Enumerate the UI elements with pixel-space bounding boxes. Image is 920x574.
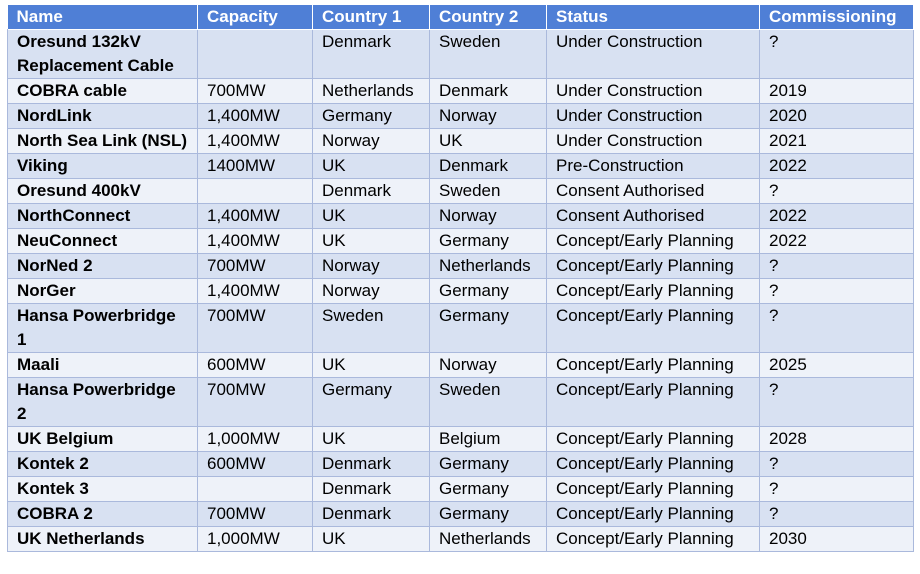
header-name: Name xyxy=(8,5,198,30)
cell-country-1: Norway xyxy=(313,279,430,304)
cell-country-1: UK xyxy=(313,527,430,552)
cell-country-1: UK xyxy=(313,154,430,179)
cell-status: Pre-Construction xyxy=(547,154,760,179)
cell-country-1: Denmark xyxy=(313,452,430,477)
cell-capacity: 700MW xyxy=(198,254,313,279)
cell-country-2: Netherlands xyxy=(430,527,547,552)
cell-status: Consent Authorised xyxy=(547,204,760,229)
cell-country-2: Sweden xyxy=(430,30,547,79)
cell-name: NorGer xyxy=(8,279,198,304)
cell-country-1: Germany xyxy=(313,378,430,427)
cell-country-1: Germany xyxy=(313,104,430,129)
cell-commissioning: 2022 xyxy=(760,154,914,179)
header-capacity: Capacity xyxy=(198,5,313,30)
cell-commissioning: 2025 xyxy=(760,353,914,378)
cell-commissioning: 2020 xyxy=(760,104,914,129)
cell-status: Concept/Early Planning xyxy=(547,502,760,527)
cell-commissioning: ? xyxy=(760,452,914,477)
cell-capacity: 1,000MW xyxy=(198,427,313,452)
cell-commissioning: 2030 xyxy=(760,527,914,552)
cell-capacity: 600MW xyxy=(198,353,313,378)
cell-capacity: 1,000MW xyxy=(198,527,313,552)
cell-name: North Sea Link (NSL) xyxy=(8,129,198,154)
cell-status: Concept/Early Planning xyxy=(547,527,760,552)
cell-capacity: 700MW xyxy=(198,79,313,104)
cell-country-2: UK xyxy=(430,129,547,154)
cell-status: Under Construction xyxy=(547,129,760,154)
cell-status: Consent Authorised xyxy=(547,179,760,204)
table-row xyxy=(8,129,914,154)
cell-capacity: 1,400MW xyxy=(198,279,313,304)
table-row xyxy=(8,30,914,79)
cell-name: Oresund 132kV Replacement Cable xyxy=(8,30,198,79)
cell-name: Hansa Powerbridge 1 xyxy=(8,304,198,353)
cell-commissioning: ? xyxy=(760,502,914,527)
cell-country-1: Denmark xyxy=(313,179,430,204)
cell-commissioning: ? xyxy=(760,254,914,279)
cell-country-2: Denmark xyxy=(430,79,547,104)
table-row xyxy=(8,452,914,477)
table-body xyxy=(8,30,914,552)
cell-country-2: Germany xyxy=(430,279,547,304)
cell-country-2: Germany xyxy=(430,304,547,353)
cell-country-2: Germany xyxy=(430,229,547,254)
cell-country-1: Norway xyxy=(313,254,430,279)
table-row xyxy=(8,353,914,378)
header-row xyxy=(8,5,914,30)
cell-commissioning: ? xyxy=(760,279,914,304)
table-row xyxy=(8,229,914,254)
cell-capacity: 600MW xyxy=(198,452,313,477)
table-row xyxy=(8,79,914,104)
cell-name: NordLink xyxy=(8,104,198,129)
cell-commissioning: ? xyxy=(760,179,914,204)
table-row xyxy=(8,279,914,304)
cell-country-2: Netherlands xyxy=(430,254,547,279)
cell-commissioning: 2028 xyxy=(760,427,914,452)
table-row xyxy=(8,427,914,452)
cell-capacity: 1400MW xyxy=(198,154,313,179)
cell-country-1: UK xyxy=(313,229,430,254)
cell-name: Viking xyxy=(8,154,198,179)
cell-country-2: Norway xyxy=(430,204,547,229)
cell-capacity: 700MW xyxy=(198,304,313,353)
cell-capacity: 1,400MW xyxy=(198,204,313,229)
cell-name: Oresund 400kV xyxy=(8,179,198,204)
cell-capacity: 1,400MW xyxy=(198,129,313,154)
cell-name: NorthConnect xyxy=(8,204,198,229)
cell-country-2: Sweden xyxy=(430,378,547,427)
cell-name: COBRA 2 xyxy=(8,502,198,527)
cell-name: NeuConnect xyxy=(8,229,198,254)
cell-capacity: 700MW xyxy=(198,378,313,427)
cell-commissioning: ? xyxy=(760,304,914,353)
cell-country-1: UK xyxy=(313,204,430,229)
cell-status: Concept/Early Planning xyxy=(547,254,760,279)
interconnector-table xyxy=(7,5,914,552)
cell-name: Kontek 2 xyxy=(8,452,198,477)
cell-status: Under Construction xyxy=(547,30,760,79)
cell-status: Concept/Early Planning xyxy=(547,427,760,452)
cell-status: Concept/Early Planning xyxy=(547,378,760,427)
table-row xyxy=(8,477,914,502)
cell-status: Under Construction xyxy=(547,79,760,104)
cell-capacity: 1,400MW xyxy=(198,104,313,129)
cell-commissioning: ? xyxy=(760,378,914,427)
cell-name: UK Netherlands xyxy=(8,527,198,552)
table-row xyxy=(8,179,914,204)
cell-status: Concept/Early Planning xyxy=(547,452,760,477)
cell-capacity: 1,400MW xyxy=(198,229,313,254)
cell-country-1: Denmark xyxy=(313,502,430,527)
cell-country-2: Germany xyxy=(430,502,547,527)
cell-country-2: Denmark xyxy=(430,154,547,179)
table-row xyxy=(8,154,914,179)
header-status: Status xyxy=(547,5,760,30)
cell-country-2: Norway xyxy=(430,353,547,378)
cell-country-2: Germany xyxy=(430,452,547,477)
cell-commissioning: ? xyxy=(760,30,914,79)
table-row xyxy=(8,527,914,552)
cell-name: UK Belgium xyxy=(8,427,198,452)
cell-commissioning: 2022 xyxy=(760,229,914,254)
cell-capacity: 700MW xyxy=(198,502,313,527)
cell-country-1: Denmark xyxy=(313,30,430,79)
table-row xyxy=(8,304,914,353)
table-row xyxy=(8,502,914,527)
cell-status: Concept/Early Planning xyxy=(547,304,760,353)
cell-country-1: Sweden xyxy=(313,304,430,353)
cell-country-1: UK xyxy=(313,427,430,452)
table-row xyxy=(8,204,914,229)
cell-status: Concept/Early Planning xyxy=(547,279,760,304)
cell-country-2: Norway xyxy=(430,104,547,129)
cell-capacity xyxy=(198,179,313,204)
cell-commissioning: 2022 xyxy=(760,204,914,229)
cell-commissioning: 2021 xyxy=(760,129,914,154)
table-row xyxy=(8,254,914,279)
cell-country-1: Denmark xyxy=(313,477,430,502)
cell-name: NorNed 2 xyxy=(8,254,198,279)
header-commissioning: Commissioning xyxy=(760,5,914,30)
cell-country-1: UK xyxy=(313,353,430,378)
cell-capacity xyxy=(198,477,313,502)
cell-name: COBRA cable xyxy=(8,79,198,104)
cell-country-2: Sweden xyxy=(430,179,547,204)
cell-country-1: Netherlands xyxy=(313,79,430,104)
cell-country-2: Belgium xyxy=(430,427,547,452)
table-row xyxy=(8,378,914,427)
table-row xyxy=(8,104,914,129)
cell-country-2: Germany xyxy=(430,477,547,502)
cell-name: Hansa Powerbridge 2 xyxy=(8,378,198,427)
cell-commissioning: 2019 xyxy=(760,79,914,104)
header-country-2: Country 2 xyxy=(430,5,547,30)
cell-commissioning: ? xyxy=(760,477,914,502)
cell-status: Concept/Early Planning xyxy=(547,477,760,502)
header-country-1: Country 1 xyxy=(313,5,430,30)
cell-name: Kontek 3 xyxy=(8,477,198,502)
cell-country-1: Norway xyxy=(313,129,430,154)
cell-status: Concept/Early Planning xyxy=(547,353,760,378)
cell-name: Maali xyxy=(8,353,198,378)
cell-status: Concept/Early Planning xyxy=(547,229,760,254)
cell-capacity xyxy=(198,30,313,79)
cell-status: Under Construction xyxy=(547,104,760,129)
